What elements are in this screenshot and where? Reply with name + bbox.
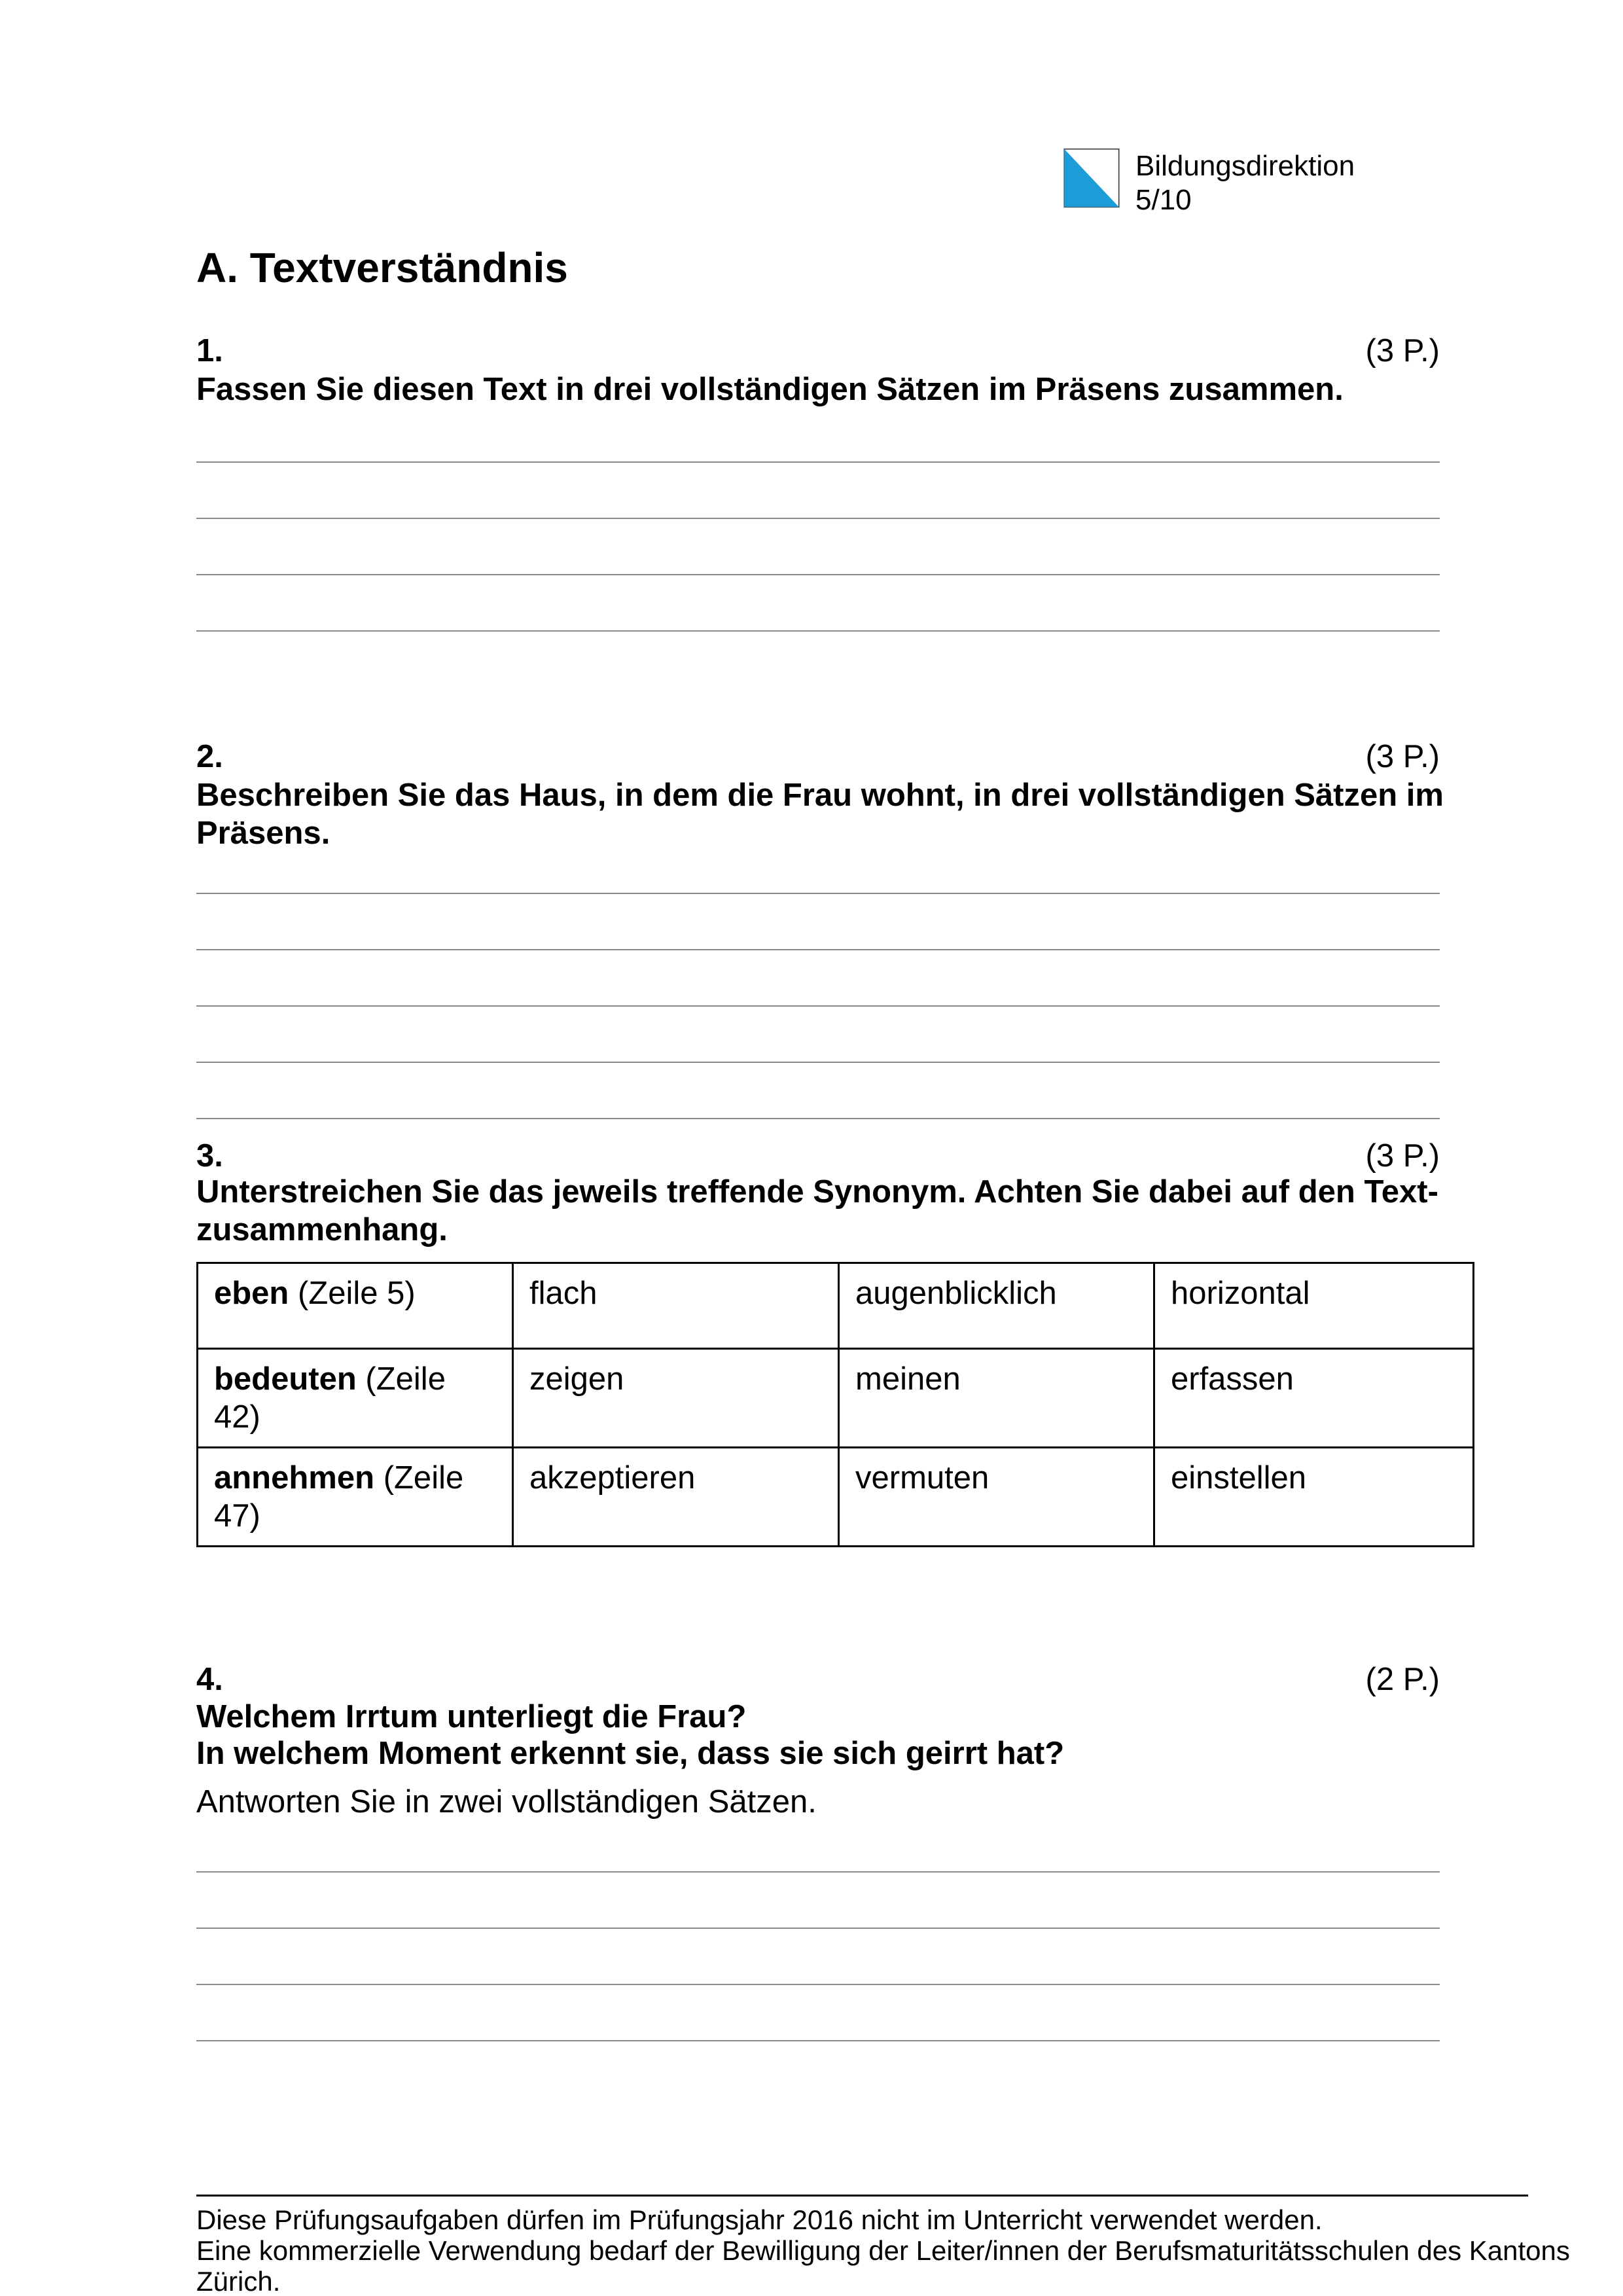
question-4-points: (2 P.) — [1365, 1662, 1440, 1697]
footer-line-1: Diese Prüfungsaufgaben dürfen im Prüfungsjahr 2016 nicht im Unterricht verwendet werden. — [196, 2204, 1323, 2235]
answer-line[interactable] — [196, 1929, 1440, 1985]
synonym-option[interactable]: meinen — [839, 1349, 1154, 1448]
question-1-answer-area — [196, 406, 1440, 632]
term-word: bedeuten — [214, 1361, 357, 1397]
question-1-header — [196, 332, 1440, 369]
question-4-number: 4. — [196, 1662, 223, 1697]
question-4-header — [196, 1661, 1440, 1698]
question-1-number: 1. — [196, 333, 223, 368]
synonym-term-cell — [198, 1448, 513, 1547]
synonym-option[interactable]: erfassen — [1154, 1349, 1474, 1448]
table-row — [198, 1263, 1474, 1349]
header-text — [1135, 148, 1355, 217]
term-word: eben — [214, 1276, 289, 1311]
term-line-ref: (Zeile 5) — [298, 1276, 416, 1311]
header-org: Bildungsdirektion — [1135, 150, 1355, 182]
header — [1063, 148, 1355, 217]
question-3-points: (3 P.) — [1365, 1138, 1440, 1174]
synonym-option[interactable]: vermuten — [839, 1448, 1154, 1547]
question-2-points: (3 P.) — [1365, 739, 1440, 774]
synonym-option[interactable]: akzeptieren — [513, 1448, 839, 1547]
synonym-option[interactable]: augenblicklich — [839, 1263, 1154, 1349]
question-3-header — [196, 1138, 1440, 1174]
footer-divider — [196, 2195, 1528, 2197]
question-4-prompt-1: Welchem Irrtum unterliegt die Frau? — [196, 1699, 747, 1734]
answer-line[interactable] — [196, 1007, 1440, 1063]
question-4-note: Antworten Sie in zwei vollständigen Sätzen. — [196, 1784, 817, 1820]
synonym-option[interactable]: flach — [513, 1263, 839, 1349]
question-1-points: (3 P.) — [1365, 333, 1440, 368]
answer-line[interactable] — [196, 1063, 1440, 1119]
table-row — [198, 1448, 1474, 1547]
term-line-ref: (Zeile 47) — [214, 1460, 464, 1534]
synonym-option[interactable]: horizontal — [1154, 1263, 1474, 1349]
term-word: annehmen — [214, 1460, 375, 1496]
page-title: A. Textverständnis — [196, 244, 568, 291]
question-2-prompt: Beschreiben Sie das Haus, in dem die Frau wohnt, in drei vollständigen Sätzen im Präsens. — [196, 778, 1444, 851]
synonym-table — [196, 1262, 1474, 1547]
answer-line[interactable] — [196, 519, 1440, 575]
term-line-ref: (Zeile 42) — [214, 1361, 446, 1435]
answer-line[interactable] — [196, 894, 1440, 950]
answer-line[interactable] — [196, 1873, 1440, 1929]
question-2-number: 2. — [196, 739, 223, 774]
question-3-prompt: Unterstreichen Sie das jeweils treffende Synonym. Achten Sie dabei auf den Text-zusammenhang. — [196, 1174, 1438, 1247]
synonym-term-cell — [198, 1263, 513, 1349]
question-4-answer-area — [196, 1816, 1440, 2041]
synonym-option[interactable]: zeigen — [513, 1349, 839, 1448]
answer-line[interactable] — [196, 463, 1440, 519]
synonym-option[interactable]: einstellen — [1154, 1448, 1474, 1547]
question-2-header — [196, 738, 1440, 775]
question-2-answer-area — [196, 838, 1440, 1119]
question-3-number: 3. — [196, 1138, 223, 1174]
header-page-number: 5/10 — [1135, 184, 1192, 216]
synonym-term-cell — [198, 1349, 513, 1448]
question-4-prompt-2: In welchem Moment erkennt sie, dass sie sich geirrt hat? — [196, 1736, 1065, 1771]
question-1-prompt: Fassen Sie diesen Text in drei vollständigen Sätzen im Präsens zusammen. — [196, 372, 1344, 407]
footer — [196, 2204, 1623, 2296]
answer-line[interactable] — [196, 406, 1440, 463]
answer-line[interactable] — [196, 1985, 1440, 2041]
answer-line[interactable] — [196, 575, 1440, 632]
answer-line[interactable] — [196, 950, 1440, 1007]
table-row — [198, 1349, 1474, 1448]
kanton-zuerich-flag-icon — [1063, 148, 1120, 208]
answer-line[interactable] — [196, 838, 1440, 894]
footer-line-2: Eine kommerzielle Verwendung bedarf der Bewilligung der Leiter/innen der Berufsmaturitätsschulen des Kantons Zürich. — [196, 2235, 1570, 2296]
answer-line[interactable] — [196, 1816, 1440, 1873]
